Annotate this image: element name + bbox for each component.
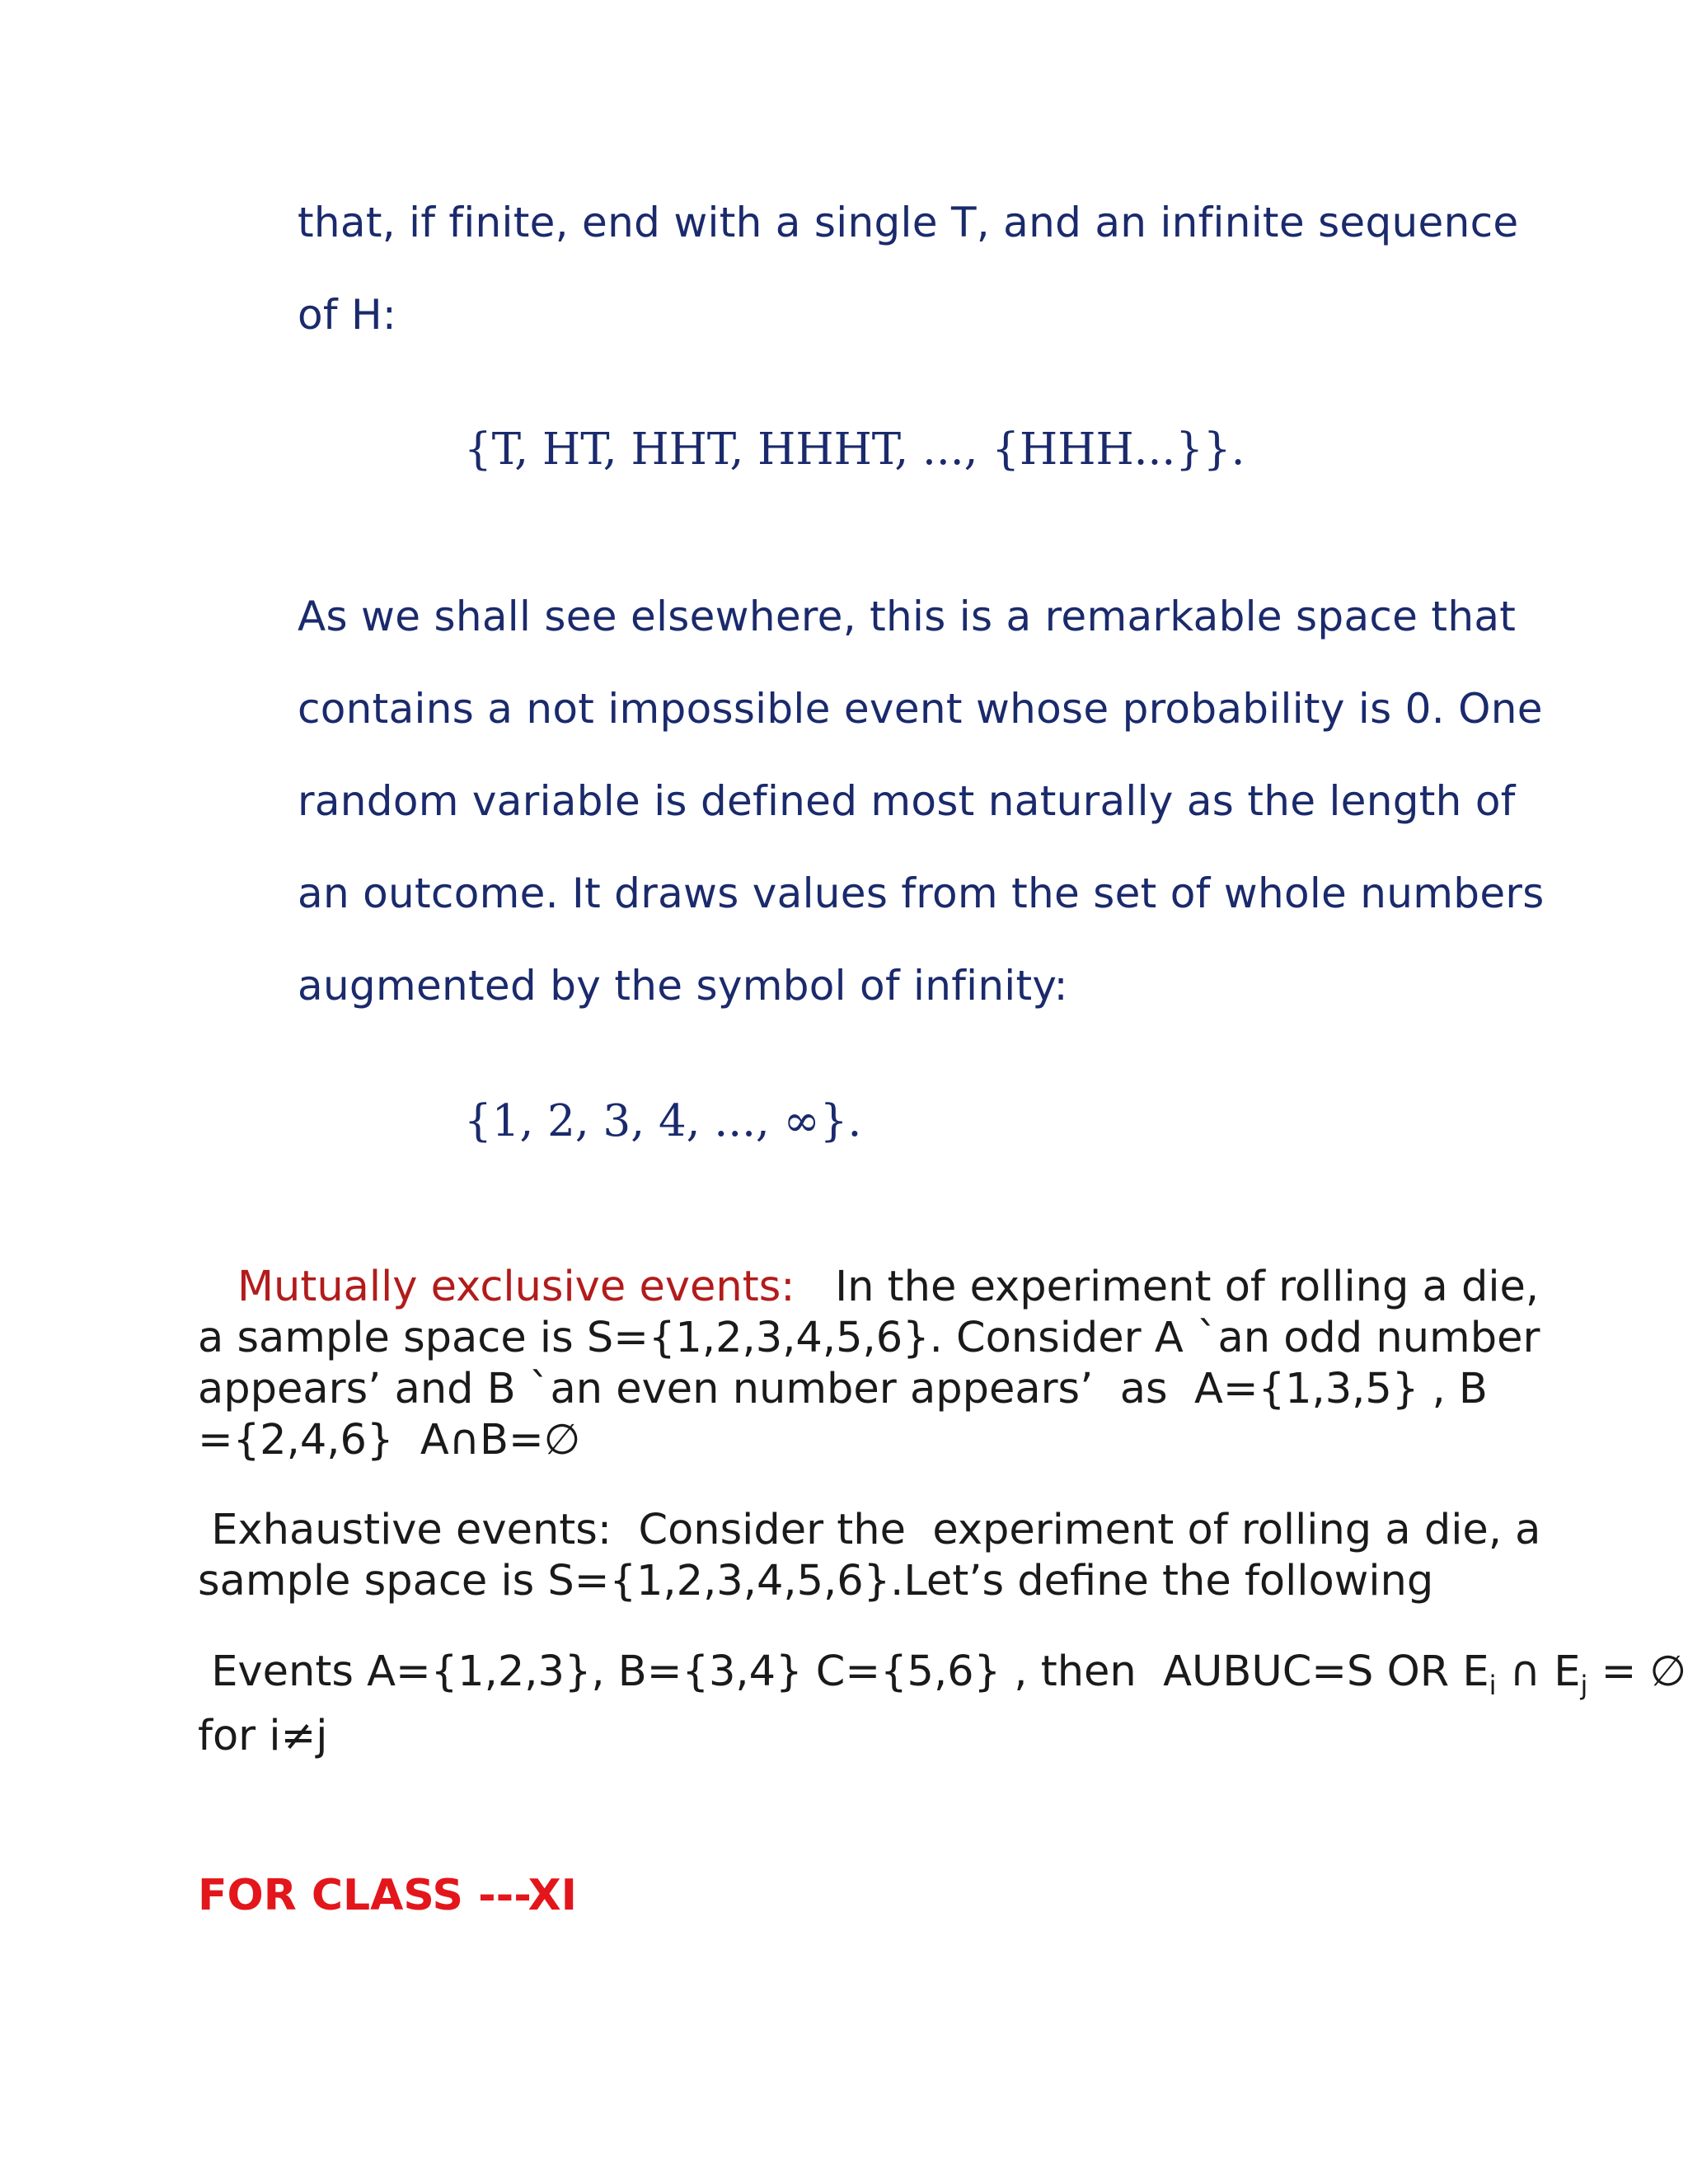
paragraph-sequence-intro <box>298 176 1534 361</box>
paragraph-line: contains a not impossible event whose probability is 0. One <box>298 685 1543 733</box>
paragraph-line: random variable is defined most naturally as the length of <box>298 777 1516 825</box>
sample-space-set: {T, HT, HHT, HHHT, ..., {HHH...}}. <box>464 424 1245 475</box>
paragraph-line: As we shall see elsewhere, this is a remarkable space that <box>298 593 1517 640</box>
paragraph-line: an outcome. It draws values from the set of whole numbers <box>298 869 1545 917</box>
intersection-text: ∩ E <box>1496 1647 1581 1696</box>
definition-text: In the experiment of rolling a die, <box>795 1263 1540 1311</box>
paragraph-line: that, if finite, end with a single T, and an infinite sequence <box>298 199 1519 246</box>
mutually-exclusive-definition <box>198 1262 1540 1466</box>
subscript-j: j <box>1580 1670 1588 1702</box>
definition-line <box>198 1262 1540 1313</box>
events-example <box>198 1647 1686 1762</box>
paragraph-line: augmented by the symbol of infinity: <box>298 962 1068 1010</box>
subscript-i: i <box>1489 1670 1497 1702</box>
paragraph-line: of H: <box>298 291 397 339</box>
mutually-exclusive-term: Mutually exclusive events: <box>237 1263 795 1311</box>
whole-numbers-set: {1, 2, 3, 4, ..., ∞}. <box>464 1096 862 1146</box>
empty-set-text: = ∅ <box>1587 1647 1686 1696</box>
exhaustive-definition <box>198 1505 1541 1607</box>
class-label: FOR CLASS ---XI <box>198 1871 578 1920</box>
paragraph-remarkable-space <box>298 570 1545 1032</box>
definition-line: for i≠j <box>198 1712 328 1761</box>
definition-line: Exhaustive events: Consider the experiment of rolling a die, a <box>198 1506 1541 1554</box>
definition-line: ={2,4,6} A∩B=∅ <box>198 1416 581 1465</box>
definition-line: a sample space is S={1,2,3,4,5,6}. Consider A `an odd number <box>198 1314 1540 1362</box>
definition-line: sample space is S={1,2,3,4,5,6}.Let’s define the following <box>198 1557 1434 1605</box>
definition-line: appears’ and B `an even number appears’ as A={1,3,5} , B <box>198 1365 1488 1413</box>
definition-line <box>198 1647 1686 1711</box>
events-text: Events A={1,2,3}, B={3,4} C={5,6} , then AUBUC=S OR E <box>198 1647 1489 1696</box>
